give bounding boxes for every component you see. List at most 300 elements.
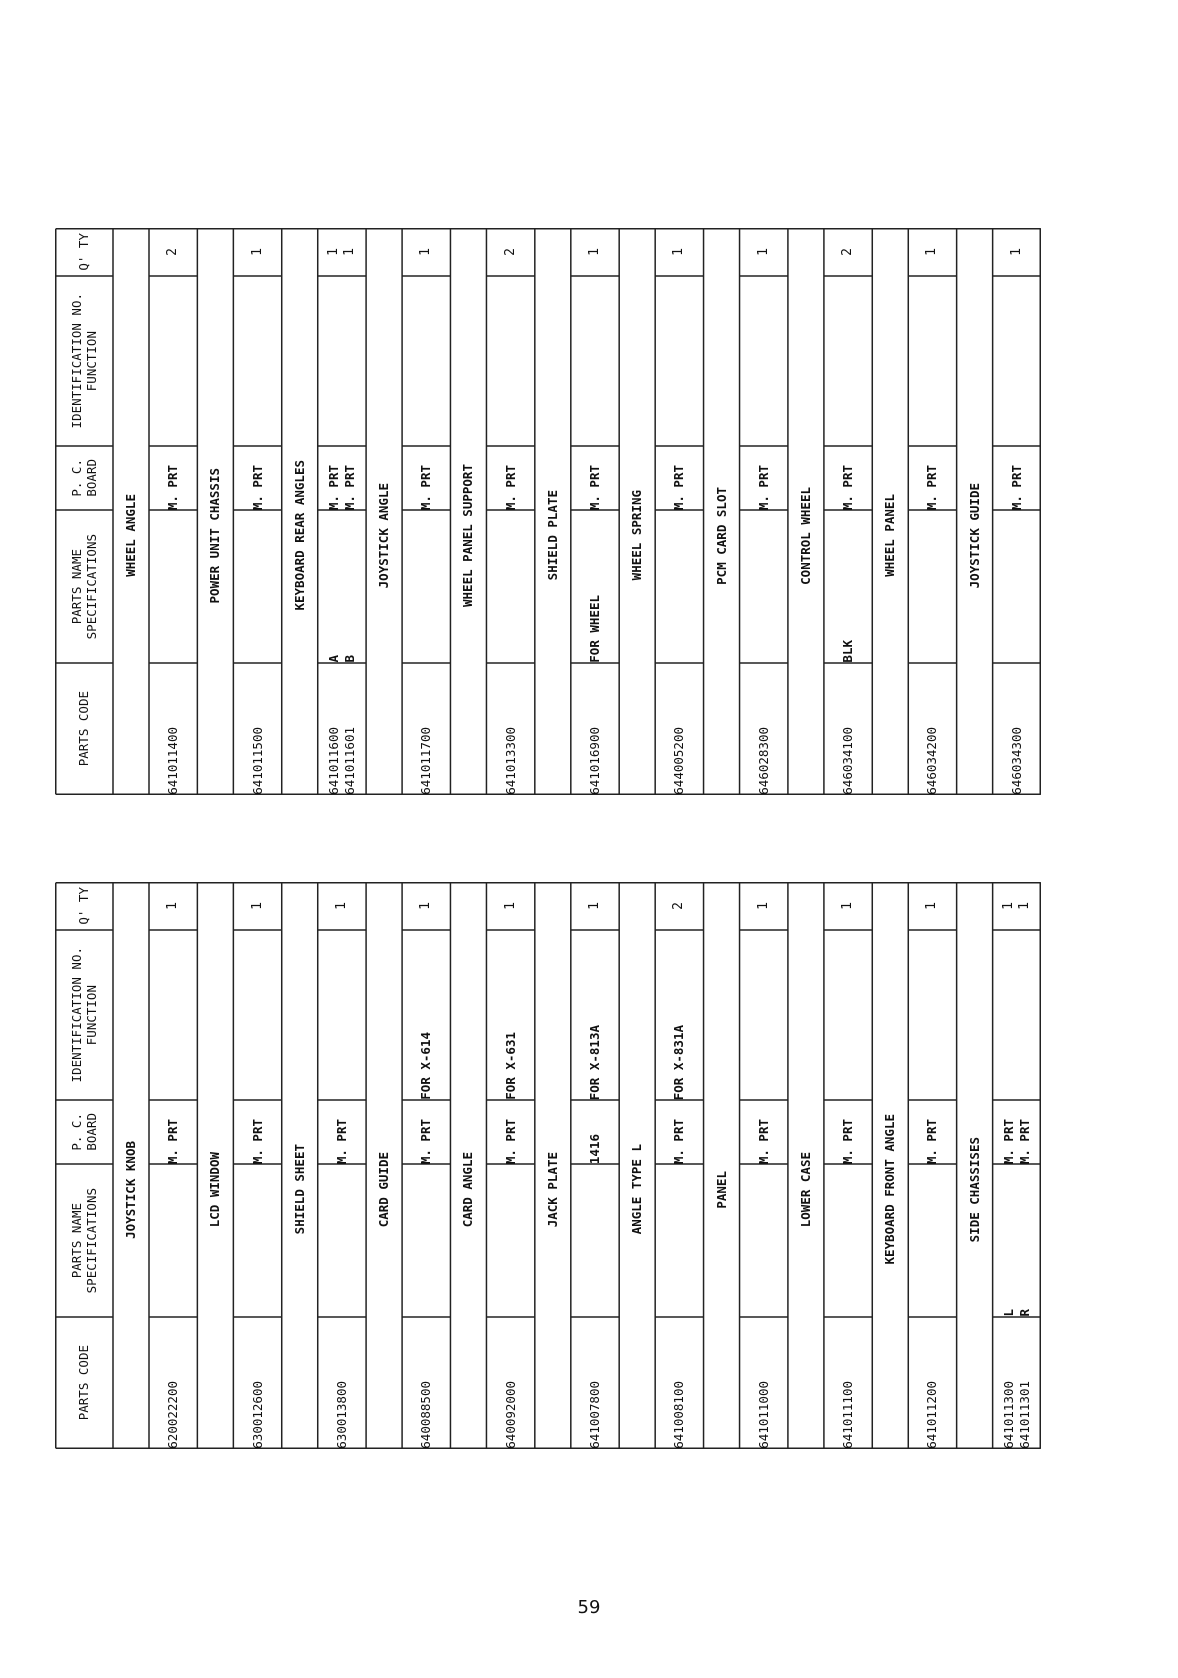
- left-pc-board-cell: [908, 1100, 956, 1170]
- header-identification-text: IDENTIFICATION NO.: [68, 947, 84, 1083]
- right-pc-board-cell: [908, 446, 956, 516]
- left-pc-board-cell: [233, 1100, 281, 1170]
- left-qty-cell: [402, 882, 450, 930]
- pc-board-stack: [925, 1119, 939, 1164]
- pc-board-stack: [588, 465, 602, 510]
- parts-code-value: 644005200: [671, 727, 687, 795]
- right-header-pc-board: [55, 446, 113, 510]
- item-title-text: CARD GUIDE: [376, 1151, 392, 1228]
- item-title-text: KEYBOARD FRONT ANGLE: [882, 1114, 898, 1265]
- item-title-text: CARD ANGLE: [460, 1151, 476, 1228]
- right-header-qty: [55, 228, 113, 276]
- left-qty-cell: [908, 882, 956, 930]
- pc-board-stack: [757, 1119, 771, 1164]
- qty-value: 1: [586, 902, 602, 910]
- parts-code-value: 646034200: [924, 727, 940, 795]
- parts-code-value: 641013300: [502, 727, 518, 795]
- left-qty-cell: [486, 882, 534, 930]
- identification-value: FOR X-813A: [586, 1024, 602, 1100]
- right-parts-name-cell: [571, 510, 619, 669]
- left-parts-code-cell: [233, 1317, 281, 1455]
- qty-value: 1: [1016, 902, 1032, 910]
- left-qty-cell: [318, 882, 366, 930]
- item-title-text: SHIELD SHEET: [291, 1144, 307, 1235]
- left-item-title: [619, 930, 655, 1449]
- right-item-title: [872, 276, 908, 795]
- parts-code-stack: [419, 1381, 433, 1449]
- right-qty-cell: [233, 228, 281, 276]
- left-identification-cell: [318, 930, 366, 1106]
- right-parts-name-cell: [233, 510, 281, 669]
- qty-value: 1: [502, 902, 518, 910]
- left-item-title: [282, 930, 318, 1449]
- parts-code-value: 641008100: [671, 1381, 687, 1449]
- pc-board-value: M. PRT: [1016, 1118, 1032, 1164]
- left-qty-cell: [149, 882, 197, 930]
- right-parts-name-cell: [655, 510, 703, 669]
- item-title-text: KEYBOARD REAR ANGLES: [291, 460, 307, 611]
- parts-code-stack: [1010, 727, 1024, 795]
- identification-stack: [588, 1025, 602, 1100]
- right-header-parts-code: [55, 663, 113, 795]
- pc-board-stack: [504, 1119, 518, 1164]
- qty-value: 1: [1000, 902, 1016, 910]
- header-identification-text: FUNCTION: [83, 330, 99, 392]
- qty-value: 1: [333, 902, 349, 910]
- right-parts-name-cell: [740, 510, 788, 669]
- item-title-text: WHEEL ANGLE: [123, 494, 138, 577]
- header-qty-text: Q' TY: [76, 233, 91, 271]
- parts-code-value: 640088500: [418, 1381, 434, 1449]
- left-pc-board-cell: [571, 1100, 619, 1170]
- left-header-qty: [55, 882, 113, 930]
- left-parts-name-cell: [993, 1164, 1041, 1323]
- pc-board-value: M. PRT: [1008, 464, 1024, 510]
- pc-board-value: M. PRT: [418, 464, 434, 510]
- qty-value: 1: [755, 902, 771, 910]
- header-identification-text: FUNCTION: [83, 984, 99, 1046]
- item-title-text: JOYSTICK ANGLE: [376, 482, 392, 589]
- right-item-title: [535, 276, 571, 795]
- pc-board-value: M. PRT: [586, 464, 602, 510]
- right-parts-code-cell: [740, 663, 788, 801]
- pc-board-value: M. PRT: [840, 464, 856, 510]
- left-parts-name-cell: [149, 1164, 197, 1323]
- left-parts-name-cell: [655, 1164, 703, 1323]
- pc-board-stack: [672, 1119, 686, 1164]
- right-parts-name-cell: [993, 510, 1041, 669]
- right-item-title: [366, 276, 402, 795]
- right-pc-board-cell: [993, 446, 1041, 516]
- parts-code-stack: [925, 1381, 939, 1449]
- pc-board-value: M. PRT: [755, 464, 771, 510]
- parts-code-value: 640092000: [502, 1381, 518, 1449]
- pc-board-value: M. PRT: [671, 464, 687, 510]
- right-identification-cell: [571, 276, 619, 452]
- header-pc-board-text: P. C.: [68, 459, 84, 497]
- qty-value: 1: [755, 248, 771, 256]
- left-identification-cell: [908, 930, 956, 1106]
- left-item-title: [366, 930, 402, 1449]
- pc-board-stack: [166, 465, 180, 510]
- parts-name-stack: [841, 640, 855, 663]
- qty-stack: [672, 248, 686, 256]
- left-identification-cell: [740, 930, 788, 1106]
- parts-name-value: R: [1016, 1309, 1032, 1317]
- left-parts-code-cell: [740, 1317, 788, 1455]
- parts-code-stack: [925, 727, 939, 795]
- parts-name-value: BLK: [840, 640, 856, 663]
- qty-stack: [841, 902, 855, 910]
- left-pc-board-cell: [402, 1100, 450, 1170]
- pc-board-stack: [1002, 1119, 1032, 1164]
- pc-board-value: 1416: [586, 1133, 602, 1164]
- pc-board-stack: [1010, 465, 1024, 510]
- pc-board-stack: [419, 465, 433, 510]
- right-identification-cell: [740, 276, 788, 452]
- identification-value: FOR X-831A: [671, 1024, 687, 1100]
- qty-value: 1: [671, 248, 687, 256]
- qty-value: 1: [325, 248, 341, 256]
- qty-value: 1: [249, 902, 265, 910]
- qty-value: 2: [502, 248, 518, 256]
- left-pc-board-cell: [993, 1100, 1041, 1170]
- parts-code-stack: [588, 1381, 602, 1449]
- qty-stack: [588, 902, 602, 910]
- right-identification-cell: [233, 276, 281, 452]
- qty-stack: [327, 248, 357, 256]
- qty-stack: [335, 902, 349, 910]
- item-title-text: PCM CARD SLOT: [713, 486, 729, 585]
- left-qty-cell: [655, 882, 703, 930]
- parts-code-value: 641011600: [325, 727, 341, 795]
- pc-board-value: M. PRT: [924, 464, 940, 510]
- pc-board-stack: [327, 465, 357, 510]
- right-identification-cell: [908, 276, 956, 452]
- qty-value: 1: [586, 248, 602, 256]
- parts-code-value: 630013800: [333, 1381, 349, 1449]
- right-identification-cell: [655, 276, 703, 452]
- right-pc-board-cell: [655, 446, 703, 516]
- left-pc-board-cell: [655, 1100, 703, 1170]
- left-item-title: [450, 930, 486, 1449]
- right-parts-code-cell: [824, 663, 872, 801]
- right-pc-board-cell: [740, 446, 788, 516]
- left-pc-board-cell: [824, 1100, 872, 1170]
- left-qty-cell: [233, 882, 281, 930]
- pc-board-stack: [251, 1119, 265, 1164]
- pc-board-value: M. PRT: [325, 464, 341, 510]
- parts-code-value: 641011300: [1000, 1381, 1016, 1449]
- header-parts-name-text: SPECIFICATIONS: [83, 1187, 99, 1294]
- header-parts-name-text: PARTS NAME: [68, 1202, 84, 1279]
- qty-value: 1: [1008, 248, 1024, 256]
- item-title-text: WHEEL SPRING: [629, 490, 645, 581]
- pc-board-value: M. PRT: [924, 1118, 940, 1164]
- pc-board-value: M. PRT: [333, 1118, 349, 1164]
- left-parts-code-cell: [318, 1317, 366, 1455]
- left-identification-cell: [233, 930, 281, 1106]
- left-item-title: [957, 930, 993, 1449]
- identification-stack: [672, 1025, 686, 1100]
- item-title-text: SHIELD PLATE: [544, 490, 560, 581]
- qty-stack: [1010, 248, 1024, 256]
- qty-value: 1: [418, 248, 434, 256]
- parts-code-stack: [251, 1381, 265, 1449]
- pc-board-stack: [757, 465, 771, 510]
- parts-code-value: 620022200: [165, 1381, 181, 1449]
- parts-code-stack: [419, 727, 433, 795]
- item-title-text: ANGLE TYPE L: [629, 1144, 645, 1235]
- right-qty-cell: [402, 228, 450, 276]
- qty-stack: [504, 248, 518, 256]
- qty-stack: [757, 902, 771, 910]
- item-title-text: CONTROL WHEEL: [797, 486, 813, 585]
- right-item-title: [704, 276, 740, 795]
- left-item-title: [535, 930, 571, 1449]
- page-number: 59: [577, 1597, 601, 1618]
- parts-code-value: 646028300: [755, 727, 771, 795]
- parts-code-stack: [251, 727, 265, 795]
- right-pc-board-cell: [402, 446, 450, 516]
- pc-board-stack: [251, 465, 265, 510]
- left-identification-cell: [486, 930, 534, 1106]
- right-identification-cell: [149, 276, 197, 452]
- parts-code-stack: [335, 1381, 349, 1449]
- pc-board-stack: [841, 1119, 855, 1164]
- parts-code-value: 641007800: [586, 1381, 602, 1449]
- identification-value: FOR X-631: [502, 1032, 518, 1100]
- parts-name-value: A: [325, 655, 341, 663]
- parts-code-value: 646034300: [1008, 727, 1024, 795]
- right-qty-cell: [149, 228, 197, 276]
- qty-value: 2: [840, 248, 856, 256]
- parts-name-value: FOR WHEEL: [586, 595, 602, 663]
- left-parts-name-cell: [740, 1164, 788, 1323]
- pc-board-value: M. PRT: [502, 1118, 518, 1164]
- qty-value: 1: [840, 902, 856, 910]
- pc-board-value: M. PRT: [502, 464, 518, 510]
- right-qty-cell: [486, 228, 534, 276]
- left-parts-code-cell: [993, 1317, 1041, 1455]
- right-item-title: [197, 276, 233, 795]
- right-identification-cell: [824, 276, 872, 452]
- right-identification-cell: [486, 276, 534, 452]
- item-title-text: LCD WINDOW: [207, 1151, 223, 1228]
- right-item-title: [957, 276, 993, 795]
- left-qty-cell: [824, 882, 872, 930]
- qty-stack: [1002, 902, 1032, 910]
- parts-code-stack: [504, 1381, 518, 1449]
- left-parts-name-cell: [318, 1164, 366, 1323]
- left-parts-code-cell: [149, 1317, 197, 1455]
- qty-stack: [672, 902, 686, 910]
- qty-stack: [757, 248, 771, 256]
- parts-table-right: [55, 228, 1041, 795]
- pc-board-value: M. PRT: [1000, 1118, 1016, 1164]
- left-parts-name-cell: [233, 1164, 281, 1323]
- parts-name-stack: [1002, 1309, 1032, 1317]
- header-parts-code-text: PARTS CODE: [76, 691, 91, 767]
- identification-stack: [504, 1032, 518, 1100]
- pc-board-stack: [166, 1119, 180, 1164]
- right-pc-board-cell: [233, 446, 281, 516]
- parts-code-stack: [166, 1381, 180, 1449]
- qty-stack: [166, 902, 180, 910]
- left-parts-code-cell: [824, 1317, 872, 1455]
- right-parts-code-cell: [402, 663, 450, 801]
- header-parts-name-text: PARTS NAME: [68, 548, 84, 625]
- left-parts-name-cell: [908, 1164, 956, 1323]
- right-parts-code-cell: [318, 663, 366, 801]
- parts-code-value: 646034100: [840, 727, 856, 795]
- parts-code-stack: [166, 727, 180, 795]
- pc-board-value: M. PRT: [165, 1118, 181, 1164]
- pc-board-stack: [504, 465, 518, 510]
- right-parts-code-cell: [571, 663, 619, 801]
- pc-board-value: M. PRT: [249, 464, 265, 510]
- pc-board-value: M. PRT: [249, 1118, 265, 1164]
- parts-name-value: B: [341, 655, 357, 663]
- parts-name-value: L: [1000, 1309, 1016, 1317]
- parts-code-stack: [588, 727, 602, 795]
- right-parts-name-cell: [402, 510, 450, 669]
- qty-stack: [251, 902, 265, 910]
- left-header-pc-board: [55, 1100, 113, 1164]
- parts-code-value: 641011601: [341, 727, 357, 795]
- parts-code-stack: [757, 727, 771, 795]
- parts-code-stack: [504, 727, 518, 795]
- qty-value: 1: [249, 248, 265, 256]
- left-parts-code-cell: [402, 1317, 450, 1455]
- left-item-title: [197, 930, 233, 1449]
- header-parts-name-text: SPECIFICATIONS: [83, 533, 99, 640]
- qty-stack: [419, 248, 433, 256]
- parts-code-value: 641011100: [840, 1381, 856, 1449]
- left-parts-code-cell: [571, 1317, 619, 1455]
- qty-value: 1: [924, 902, 940, 910]
- left-pc-board-cell: [740, 1100, 788, 1170]
- qty-stack: [419, 902, 433, 910]
- qty-stack: [251, 248, 265, 256]
- qty-stack: [504, 902, 518, 910]
- right-item-title: [788, 276, 824, 795]
- item-title-text: WHEEL PANEL: [882, 494, 898, 577]
- left-header-parts-code: [55, 1317, 113, 1449]
- right-qty-cell: [571, 228, 619, 276]
- left-identification-cell: [655, 930, 703, 1106]
- item-title-text: JOYSTICK KNOB: [123, 1140, 138, 1239]
- qty-value: 1: [341, 248, 357, 256]
- qty-stack: [166, 248, 180, 256]
- left-item-title: [113, 930, 149, 1449]
- left-identification-cell: [571, 930, 619, 1106]
- parts-code-value: 641011700: [418, 727, 434, 795]
- right-item-title: [113, 276, 149, 795]
- pc-board-stack: [335, 1119, 349, 1164]
- right-parts-code-cell: [908, 663, 956, 801]
- right-identification-cell: [402, 276, 450, 452]
- item-title-text: PANEL: [713, 1170, 729, 1209]
- item-title-text: LOWER CASE: [797, 1151, 813, 1228]
- left-item-title: [704, 930, 740, 1449]
- parts-code-stack: [841, 1381, 855, 1449]
- parts-code-stack: [757, 1381, 771, 1449]
- parts-code-stack: [327, 727, 357, 795]
- qty-stack: [925, 248, 939, 256]
- item-title-text: JACK PLATE: [544, 1151, 560, 1228]
- item-title-text: JOYSTICK GUIDE: [966, 482, 982, 589]
- pc-board-value: M. PRT: [671, 1118, 687, 1164]
- identification-stack: [419, 1032, 433, 1100]
- right-header-parts-name: [55, 510, 113, 663]
- item-title-text: POWER UNIT CHASSIS: [207, 467, 223, 604]
- parts-code-value: 641011500: [249, 727, 265, 795]
- left-parts-code-cell: [655, 1317, 703, 1455]
- left-parts-code-cell: [486, 1317, 534, 1455]
- left-item-title: [872, 930, 908, 1449]
- pc-board-stack: [841, 465, 855, 510]
- right-qty-cell: [824, 228, 872, 276]
- right-pc-board-cell: [571, 446, 619, 516]
- parts-code-value: 641011301: [1016, 1381, 1032, 1449]
- qty-value: 1: [418, 902, 434, 910]
- qty-value: 2: [671, 902, 687, 910]
- header-parts-code-text: PARTS CODE: [76, 1345, 91, 1421]
- parts-code-value: 641011200: [924, 1381, 940, 1449]
- left-parts-name-cell: [402, 1164, 450, 1323]
- right-parts-name-cell: [318, 510, 366, 669]
- header-pc-board-text: BOARD: [83, 459, 99, 497]
- qty-value: 1: [165, 902, 181, 910]
- left-identification-cell: [402, 930, 450, 1106]
- right-qty-cell: [655, 228, 703, 276]
- right-pc-board-cell: [486, 446, 534, 516]
- qty-value: 2: [165, 248, 181, 256]
- left-parts-name-cell: [571, 1164, 619, 1323]
- right-item-title: [619, 276, 655, 795]
- pc-board-value: M. PRT: [341, 464, 357, 510]
- header-qty-text: Q' TY: [76, 887, 91, 925]
- right-pc-board-cell: [318, 446, 366, 516]
- right-parts-name-cell: [908, 510, 956, 669]
- left-qty-cell: [571, 882, 619, 930]
- parts-name-stack: [588, 595, 602, 663]
- item-title-text: SIDE CHASSISES: [966, 1136, 982, 1243]
- right-parts-code-cell: [486, 663, 534, 801]
- right-parts-name-cell: [486, 510, 534, 669]
- right-qty-cell: [993, 228, 1041, 276]
- pc-board-value: M. PRT: [840, 1118, 856, 1164]
- pc-board-stack: [925, 465, 939, 510]
- left-header-parts-name: [55, 1164, 113, 1317]
- qty-stack: [841, 248, 855, 256]
- header-pc-board-text: BOARD: [83, 1113, 99, 1151]
- qty-stack: [925, 902, 939, 910]
- right-header-identification: [55, 276, 113, 446]
- right-qty-cell: [908, 228, 956, 276]
- left-identification-cell: [824, 930, 872, 1106]
- right-item-title: [450, 276, 486, 795]
- right-parts-code-cell: [149, 663, 197, 801]
- left-pc-board-cell: [149, 1100, 197, 1170]
- right-qty-cell: [318, 228, 366, 276]
- right-parts-name-cell: [149, 510, 197, 669]
- parts-code-stack: [672, 1381, 686, 1449]
- right-parts-code-cell: [993, 663, 1041, 801]
- pc-board-value: M. PRT: [755, 1118, 771, 1164]
- item-title-text: WHEEL PANEL SUPPORT: [460, 464, 476, 607]
